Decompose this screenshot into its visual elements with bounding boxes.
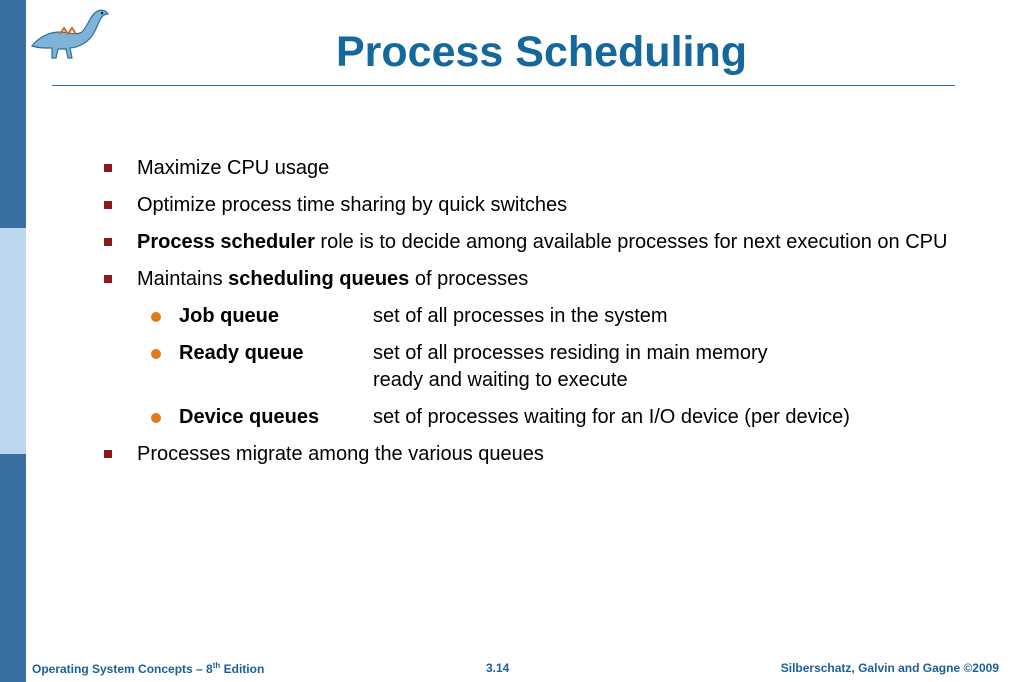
bullet-text: of processes: [409, 268, 529, 290]
bullet-text: Processes migrate among the various queues: [137, 443, 544, 465]
page-number: 3.14: [486, 661, 510, 675]
bullet-item: [100, 229, 980, 256]
queue-term: Ready queue: [179, 342, 304, 364]
queue-item: [100, 340, 980, 394]
dot-bullet-icon: [151, 413, 161, 423]
square-bullet-icon: [104, 275, 112, 283]
bullet-item: [100, 192, 980, 219]
square-bullet-icon: [104, 238, 112, 246]
bullet-text: Maintains: [137, 268, 229, 290]
footer-book-text: Operating System Concepts – 8: [32, 662, 213, 676]
queue-item: [100, 404, 980, 431]
square-bullet-icon: [104, 164, 112, 172]
bullet-item: [100, 266, 980, 293]
bullet-text: Optimize process time sharing by quick switches: [137, 194, 568, 216]
bullet-text: role is to decide among available processes for next execution on CPU: [314, 231, 948, 253]
sidebar-middle: [0, 228, 26, 454]
queue-term: Job queue: [179, 305, 280, 327]
square-bullet-icon: [104, 201, 112, 209]
square-bullet-icon: [104, 450, 112, 458]
dot-bullet-icon: [151, 312, 161, 322]
sidebar-bottom: [0, 454, 26, 682]
slide-content: [100, 155, 980, 478]
page-title: Process Scheduling: [335, 28, 748, 76]
queue-item: [100, 303, 980, 330]
footer-authors: Silberschatz, Galvin and Gagne ©2009: [780, 661, 999, 675]
footer-book-title: [32, 661, 264, 676]
dot-bullet-icon: [151, 349, 161, 359]
bullet-text: Maximize CPU usage: [137, 157, 330, 179]
bullet-bold-term: Process scheduler: [137, 231, 315, 253]
bullet-bold-term: scheduling queues: [228, 268, 410, 290]
queue-desc: set of processes waiting for an I/O device (per device): [373, 406, 850, 428]
footer-book-edition: Edition: [220, 662, 265, 676]
queue-term: Device queues: [179, 406, 320, 428]
queue-desc: set of all processes residing in main memory: [373, 342, 768, 364]
bullet-item: [100, 155, 980, 182]
bullet-item: [100, 441, 980, 468]
footer-book-sup: th: [212, 661, 221, 670]
title-divider: [52, 85, 955, 86]
queue-desc-continued: ready and waiting to execute: [373, 369, 628, 391]
queue-desc: set of all processes in the system: [373, 305, 668, 327]
